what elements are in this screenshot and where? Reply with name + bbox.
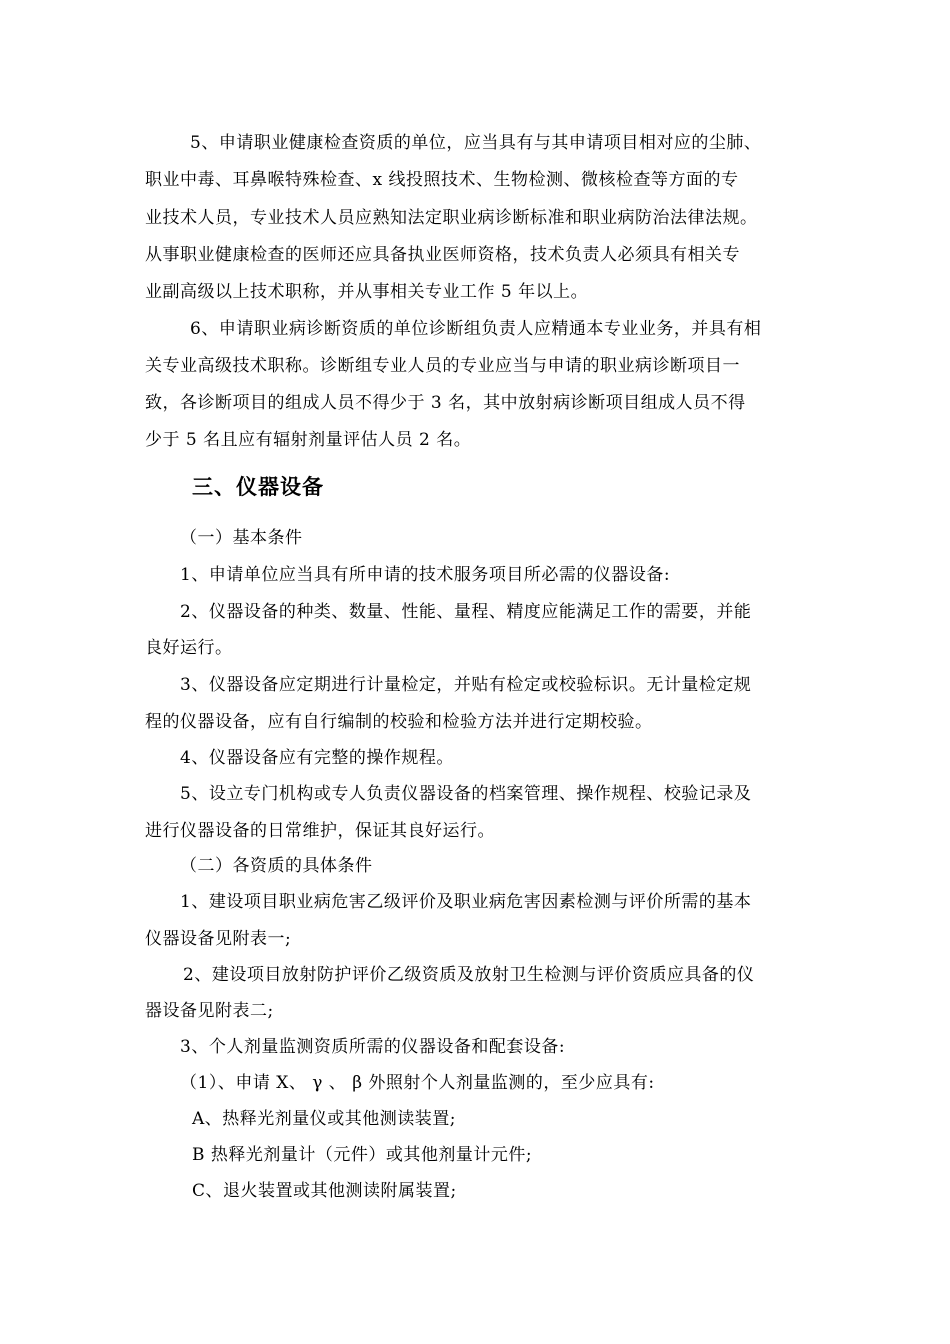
list-item-b: B 热释光剂量计（元件）或其他剂量计元件; — [192, 1145, 533, 1165]
sub-item-1: （1）、申请 X、 γ 、 β 外照射个人剂量监测的，至少应具有: — [180, 1073, 655, 1093]
section-title: 三、仪器设备 — [192, 475, 324, 499]
paragraph-5-line-3: 业技术人员，专业技术人员应熟知法定职业病诊断标准和职业病防治法律法规。 — [145, 208, 758, 228]
basic-item-3-line-1: 3、仪器设备应定期进行计量检定，并贴有检定或校验标识。无计量检定规 — [180, 675, 752, 695]
specific-item-1-line-1: 1、建设项目职业病危害乙级评价及职业病危害因素检测与评价所需的基本 — [180, 892, 752, 912]
subsection-2-title: （二）各资质的具体条件 — [180, 856, 373, 876]
list-item-a: A、热释光剂量仪或其他测读装置; — [192, 1109, 457, 1129]
basic-item-1: 1、申请单位应当具有所申请的技术服务项目所必需的仪器设备: — [180, 565, 671, 585]
paragraph-5-line-5: 业副高级以上技术职称，并从事相关专业工作 5 年以上。 — [145, 282, 589, 302]
specific-item-2-line-1: 2、建设项目放射防护评价乙级资质及放射卫生检测与评价资质应具备的仪 — [183, 965, 755, 985]
basic-item-4: 4、仪器设备应有完整的操作规程。 — [180, 748, 454, 768]
paragraph-6-line-2: 关专业高级技术职称。诊断组专业人员的专业应当与申请的职业病诊断项目一 — [145, 356, 740, 376]
paragraph-6-line-4: 少于 5 名且应有辐射剂量评估人员 2 名。 — [145, 430, 472, 450]
list-item-c: C、退火装置或其他测读附属装置; — [192, 1181, 457, 1201]
specific-item-2-line-2: 器设备见附表二; — [145, 1001, 274, 1021]
basic-item-2-line-2: 良好运行。 — [145, 638, 233, 658]
basic-item-5-line-2: 进行仪器设备的日常维护，保证其良好运行。 — [145, 821, 495, 841]
specific-item-3: 3、个人剂量监测资质所需的仪器设备和配套设备: — [180, 1037, 566, 1057]
subsection-1-title: （一）基本条件 — [180, 528, 303, 548]
paragraph-5-line-4: 从事职业健康检查的医师还应具备执业医师资格，技术负责人必须具有相关专 — [145, 245, 740, 265]
paragraph-5-line-2: 职业中毒、耳鼻喉特殊检查、x 线投照技术、生物检测、微核检查等方面的专 — [145, 170, 739, 190]
basic-item-5-line-1: 5、设立专门机构或专人负责仪器设备的档案管理、操作规程、校验记录及 — [180, 784, 752, 804]
specific-item-1-line-2: 仪器设备见附表一; — [145, 929, 292, 949]
basic-item-3-line-2: 程的仪器设备，应有自行编制的校验和检验方法并进行定期校验。 — [145, 712, 653, 732]
paragraph-6-line-1: 6、申请职业病诊断资质的单位诊断组负责人应精通本专业业务，并具有相 — [190, 319, 762, 339]
basic-item-2-line-1: 2、仪器设备的种类、数量、性能、量程、精度应能满足工作的需要，并能 — [180, 602, 752, 622]
paragraph-6-line-3: 致，各诊断项目的组成人员不得少于 3 名，其中放射病诊断项目组成人员不得 — [145, 393, 746, 413]
paragraph-5-line-1: 5、申请职业健康检查资质的单位，应当具有与其申请项目相对应的尘肺、 — [190, 133, 762, 153]
